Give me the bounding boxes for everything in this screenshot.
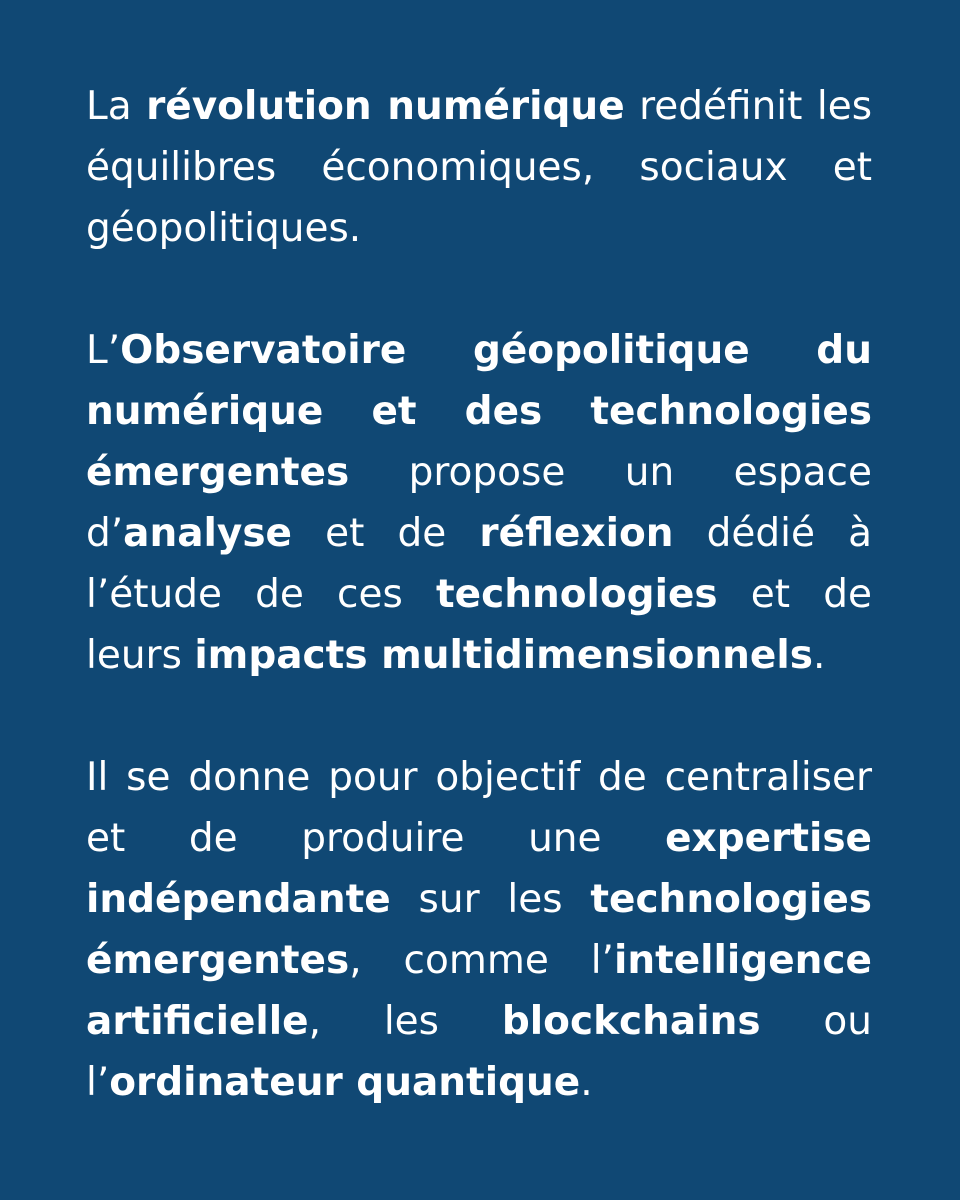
observatory-paragraph: [86, 320, 872, 686]
emphasis-segment: Observatoire géopolitique du numérique et des technologies émergentes: [86, 328, 872, 495]
emphasis-segment: réflexion: [479, 511, 674, 556]
text-segment: propose un espace d’: [86, 450, 872, 556]
emphasis-segment: expertise indépendante: [86, 816, 872, 922]
text-segment: , les: [308, 999, 502, 1044]
emphasis-segment: analyse: [123, 511, 293, 556]
text-segment: et de: [292, 511, 480, 556]
objective-paragraph: [86, 747, 872, 1113]
text-segment: dédié à l’étude de ces: [86, 511, 872, 617]
emphasis-segment: technologies émergentes: [86, 877, 872, 983]
text-segment: et de leurs: [86, 572, 872, 678]
text-segment: ou l’: [86, 999, 873, 1105]
text-segment: Il se donne pour objectif de centraliser et de produire une: [86, 755, 872, 861]
text-segment: sur les: [390, 877, 591, 922]
text-segment: La: [86, 84, 147, 129]
emphasis-segment: révolution numérique: [146, 84, 625, 129]
text-segment: L’: [86, 328, 121, 373]
text-segment: .: [580, 1060, 593, 1105]
text-segment: , comme l’: [349, 938, 614, 983]
emphasis-segment: intelligence artificielle: [86, 938, 872, 1044]
emphasis-segment: ordinateur quantique: [109, 1060, 581, 1105]
emphasis-segment: technologies: [435, 572, 718, 617]
intro-paragraph: [86, 76, 872, 259]
text-segment: .: [812, 633, 826, 678]
text-segment: redéfinit les équilibres économiques, sociaux et géopolitiques.: [86, 84, 873, 251]
emphasis-segment: blockchains: [501, 999, 761, 1044]
emphasis-segment: impacts multidimensionnels: [194, 633, 813, 678]
